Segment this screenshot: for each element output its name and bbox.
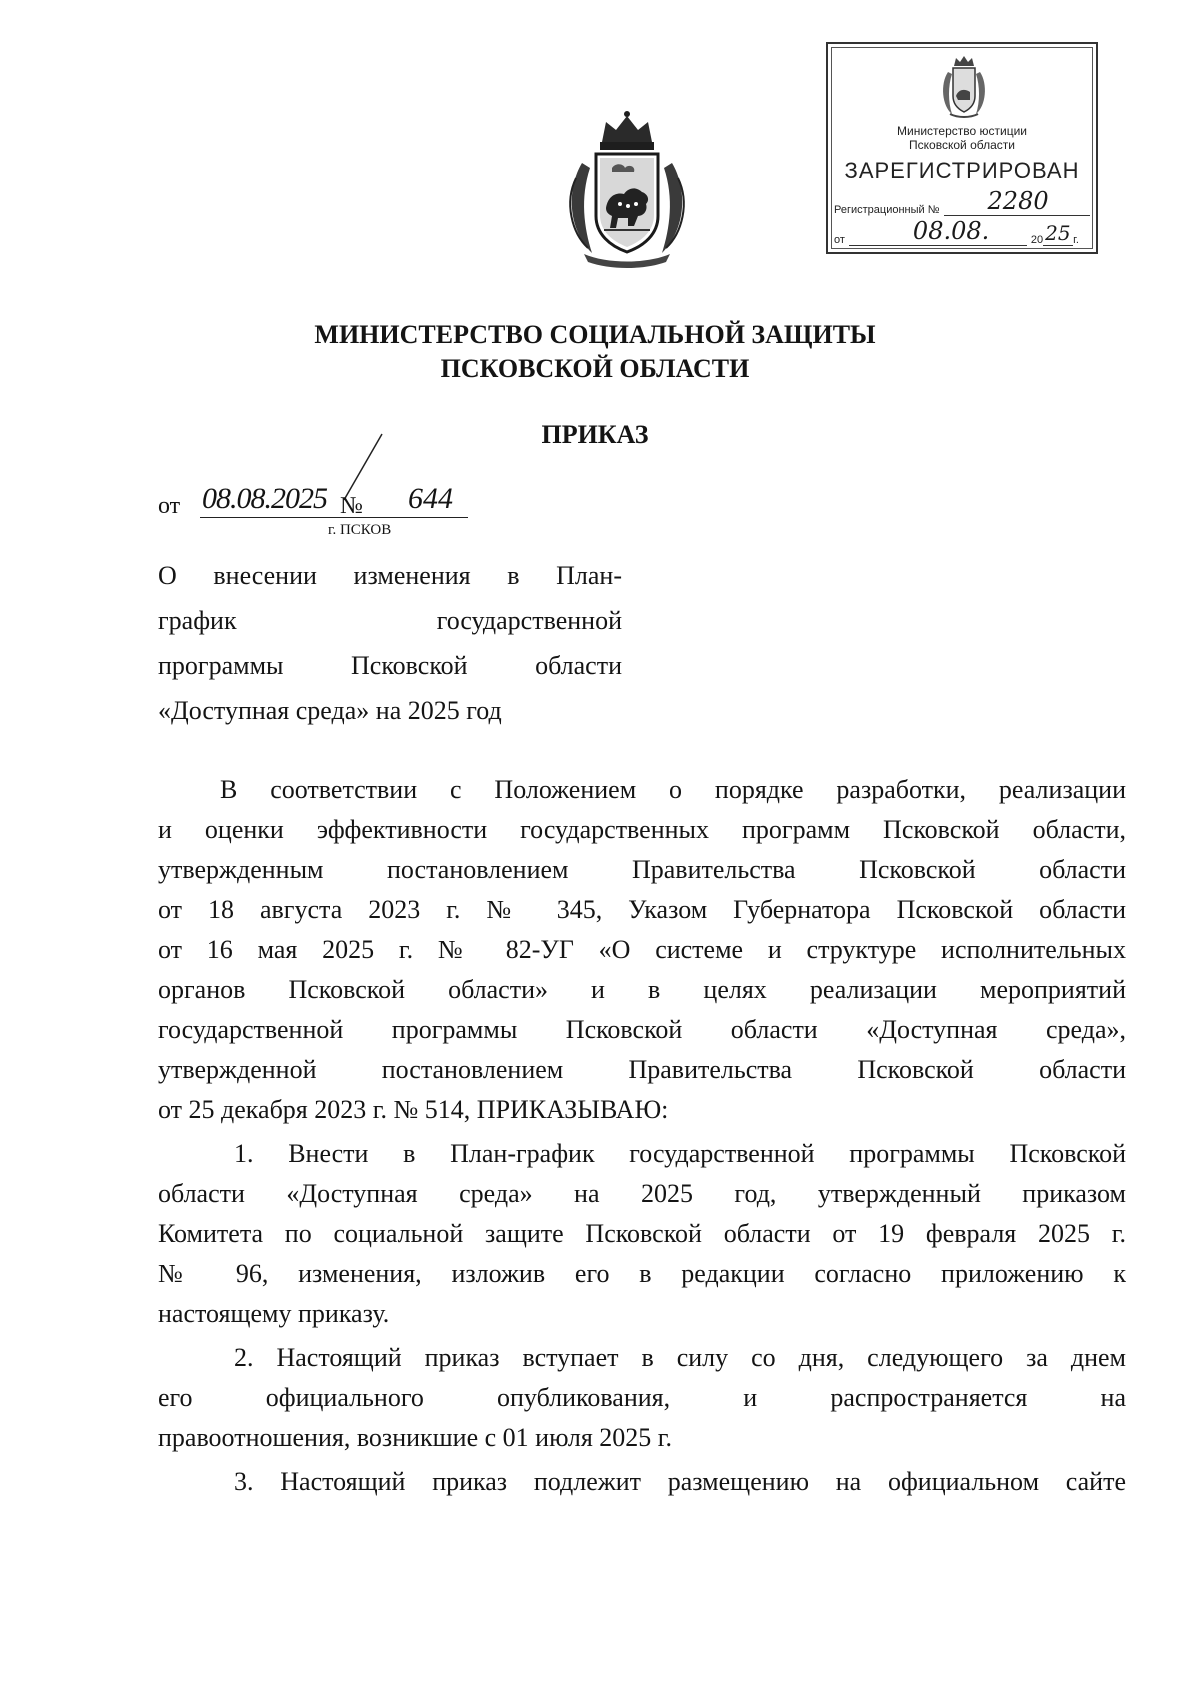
stamp-org-line2: Псковской области <box>909 138 1015 152</box>
order-date-prefix: от <box>158 493 181 519</box>
stamp-registration-row <box>834 187 1090 216</box>
stamp-year-suffix: 25 <box>1045 221 1071 245</box>
stamp-year-prefix: 20 <box>1030 234 1044 246</box>
body-line: его официального опубликования, и распространяется на <box>158 1383 1126 1412</box>
ministry-line2: ПСКОВСКОЙ ОБЛАСТИ <box>440 354 750 383</box>
registration-stamp <box>826 42 1098 254</box>
stamp-date-row <box>834 217 1090 246</box>
body-line: правоотношения, возникшие с 01 июля 2025 г. <box>158 1423 673 1452</box>
subject-line: программы Псковской области <box>158 651 622 680</box>
body-line: области «Доступная среда» на 2025 год, утвержденный приказом <box>158 1179 1126 1208</box>
stamp-year-end: г. <box>1073 234 1079 246</box>
body-line: от 18 августа 2023 г. № 345, Указом Губернатора Псковской области <box>158 895 1126 924</box>
body-line: 1. Внести в План-график государственной программы Псковской <box>234 1139 1126 1168</box>
order-number-handwritten: 644 <box>408 482 453 515</box>
body-line: 3. Настоящий приказ подлежит размещению на официальном сайте <box>234 1467 1126 1496</box>
stamp-organization <box>828 124 1096 152</box>
coat-of-arms-emblem <box>562 108 692 268</box>
body-line: от 25 декабря 2023 г. № 514, ПРИКАЗЫВАЮ: <box>158 1095 669 1124</box>
body-line: № 96, изменения, изложив его в редакции согласно приложению к <box>158 1259 1126 1288</box>
stamp-emblem-icon <box>938 54 990 120</box>
body-line: 2. Настоящий приказ вступает в силу со дня, следующего за днем <box>234 1343 1126 1372</box>
ministry-line1: МИНИСТЕРСТВО СОЦИАЛЬНОЙ ЗАЩИТЫ <box>314 320 876 349</box>
document-type-heading: ПРИКАЗ <box>541 420 649 449</box>
order-date-number-line <box>158 480 478 520</box>
order-subject <box>158 553 622 733</box>
stamp-reg-number: 2280 <box>987 187 1049 215</box>
order-number-prefix: № <box>340 493 363 519</box>
body-line: утвержденным постановлением Правительства Псковской области <box>158 855 1126 884</box>
stamp-org-line1: Министерство юстиции <box>897 124 1027 138</box>
ministry-heading <box>0 318 1190 386</box>
body-line: В соответствии с Положением о порядке разработки, реализации <box>220 775 1126 804</box>
subject-line: О внесении изменения в План- <box>158 561 622 590</box>
body-line: от 16 мая 2025 г. № 82-УГ «О системе и структуре исполнительных <box>158 935 1126 964</box>
stamp-year-line <box>1043 221 1073 246</box>
stamp-date-prefix: от <box>834 234 845 246</box>
body-line: Комитета по социальной защите Псковской области от 19 февраля 2025 г. <box>158 1219 1126 1248</box>
body-line: органов Псковской области» и в целях реализации мероприятий <box>158 975 1126 1004</box>
subject-line: график государственной <box>158 606 622 635</box>
body-line: и оценки эффективности государственных программ Псковской области, <box>158 815 1126 844</box>
stamp-reg-line <box>944 187 1090 216</box>
order-city: г. ПСКОВ <box>328 522 392 538</box>
stamp-reg-label: Регистрационный № <box>834 204 940 216</box>
body-line: государственной программы Псковской области «Доступная среда», <box>158 1015 1126 1044</box>
stamp-date-value: 08.08. <box>912 217 990 245</box>
stamp-title: ЗАРЕГИСТРИРОВАН <box>844 158 1080 183</box>
subject-line: «Доступная среда» на 2025 год <box>158 696 502 725</box>
stamp-date-line <box>849 217 1027 246</box>
body-line: настоящему приказу. <box>158 1299 390 1328</box>
order-date-handwritten: 08.08.2025 <box>202 482 327 515</box>
body-line: утвержденной постановлением Правительства Псковской области <box>158 1055 1126 1084</box>
order-underline <box>200 517 468 518</box>
